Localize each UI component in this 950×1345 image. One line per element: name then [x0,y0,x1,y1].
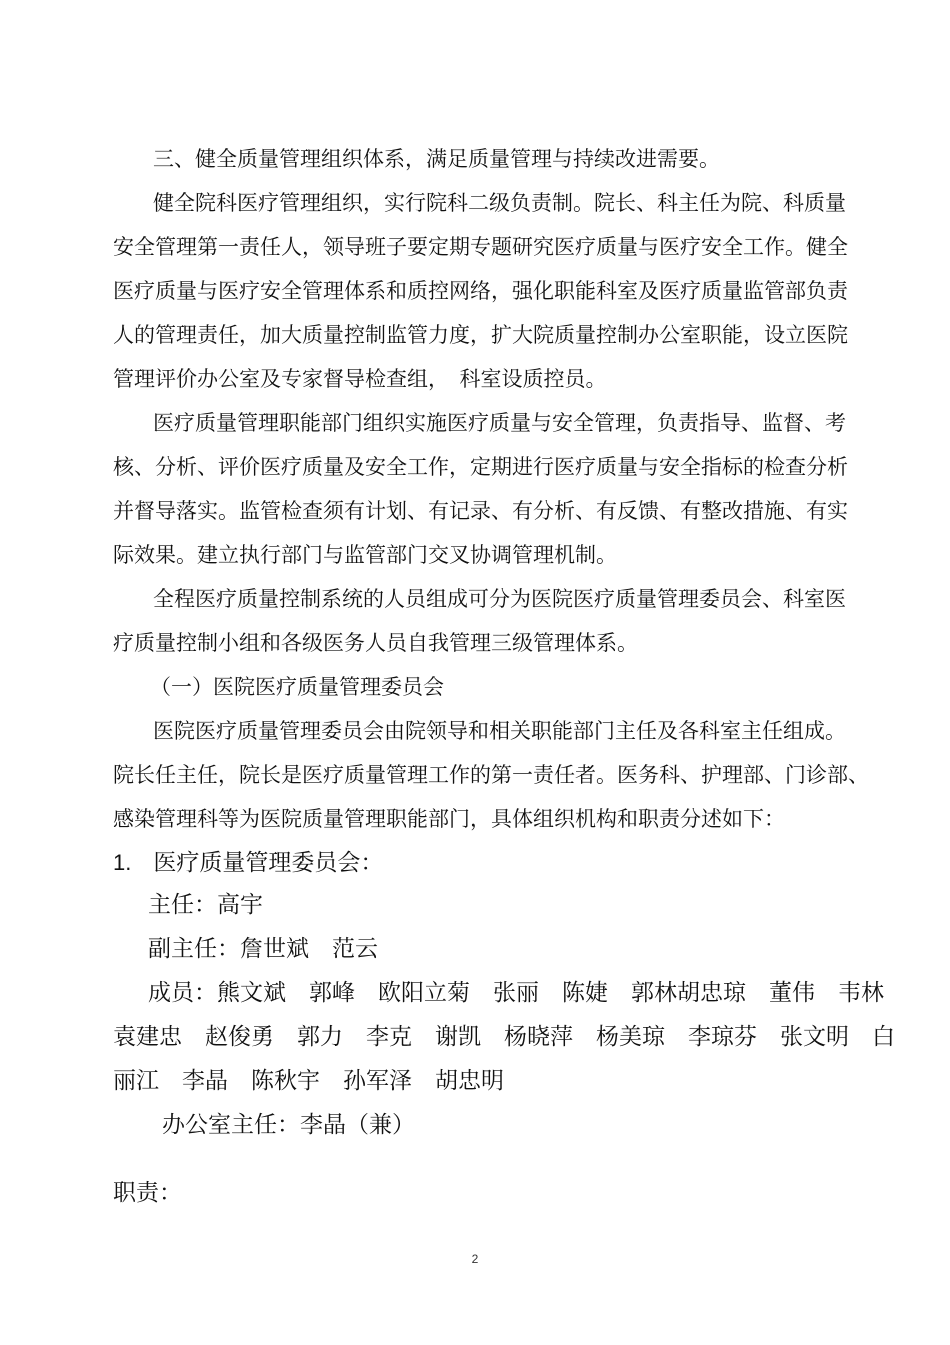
paragraph-line: 管理评价办公室及专家督导检查组， 科室设质控员。 [113,367,607,391]
subheading: （一）医院医疗质量管理委员会 [150,675,444,699]
list-item-number: 1. [113,850,132,875]
paragraph-line: 院长任主任，院长是医疗质量管理工作的第一责任者。医务科、护理部、门诊部、 [113,763,869,787]
members-line: 成员：熊文斌 郭峰 欧阳立菊 张丽 陈婕 郭林胡忠琼 董伟 韦林 [148,980,884,1006]
deputy-director-line: 副主任：詹世斌 范云 [148,936,378,962]
paragraph-line: 健全院科医疗管理组织，实行院科二级负责制。院长、科主任为院、科质量 [153,191,846,215]
paragraph-line: 医疗质量管理职能部门组织实施医疗质量与安全管理，负责指导、监督、考 [153,411,846,435]
section-heading: 三、健全质量管理组织体系，满足质量管理与持续改进需要。 [153,147,720,171]
paragraph-line: 核、分析、评价医疗质量及安全工作，定期进行医疗质量与安全指标的检查分析 [113,455,848,479]
paragraph-line: 安全管理第一责任人，领导班子要定期专题研究医疗质量与医疗安全工作。健全 [113,235,848,259]
paragraph-line: 全程医疗质量控制系统的人员组成可分为医院医疗质量管理委员会、科室医 [153,587,846,611]
list-item-1 [113,848,383,878]
list-item-title: 医疗质量管理委员会： [153,850,384,876]
office-director-line: 办公室主任：李晶（兼） [162,1112,415,1138]
paragraph-line: 并督导落实。监管检查须有计划、有记录、有分析、有反馈、有整改措施、有实 [113,499,848,523]
members-line: 袁建忠 赵俊勇 郭力 李克 谢凯 杨晓萍 杨美琼 李琼芬 张文明 白 [113,1024,895,1050]
director-line: 主任：高宇 [148,892,263,918]
paragraph-line: 际效果。建立执行部门与监管部门交叉协调管理机制。 [113,543,617,567]
page-number: 2 [471,1252,479,1266]
duties-label: 职责： [113,1180,182,1206]
paragraph-line: 人的管理责任，加大质量控制监管力度，扩大院质量控制办公室职能，设立医院 [113,323,848,347]
members-line: 丽江 李晶 陈秋宇 孙军泽 胡忠明 [113,1068,504,1094]
paragraph-line: 感染管理科等为医院质量管理职能部门，具体组织机构和职责分述如下： [113,807,785,831]
paragraph-line: 医疗质量与医疗安全管理体系和质控网络，强化职能科室及医疗质量监管部负责 [113,279,848,303]
paragraph-line: 医院医疗质量管理委员会由院领导和相关职能部门主任及各科室主任组成。 [153,719,846,743]
paragraph-line: 疗质量控制小组和各级医务人员自我管理三级管理体系。 [113,631,638,655]
